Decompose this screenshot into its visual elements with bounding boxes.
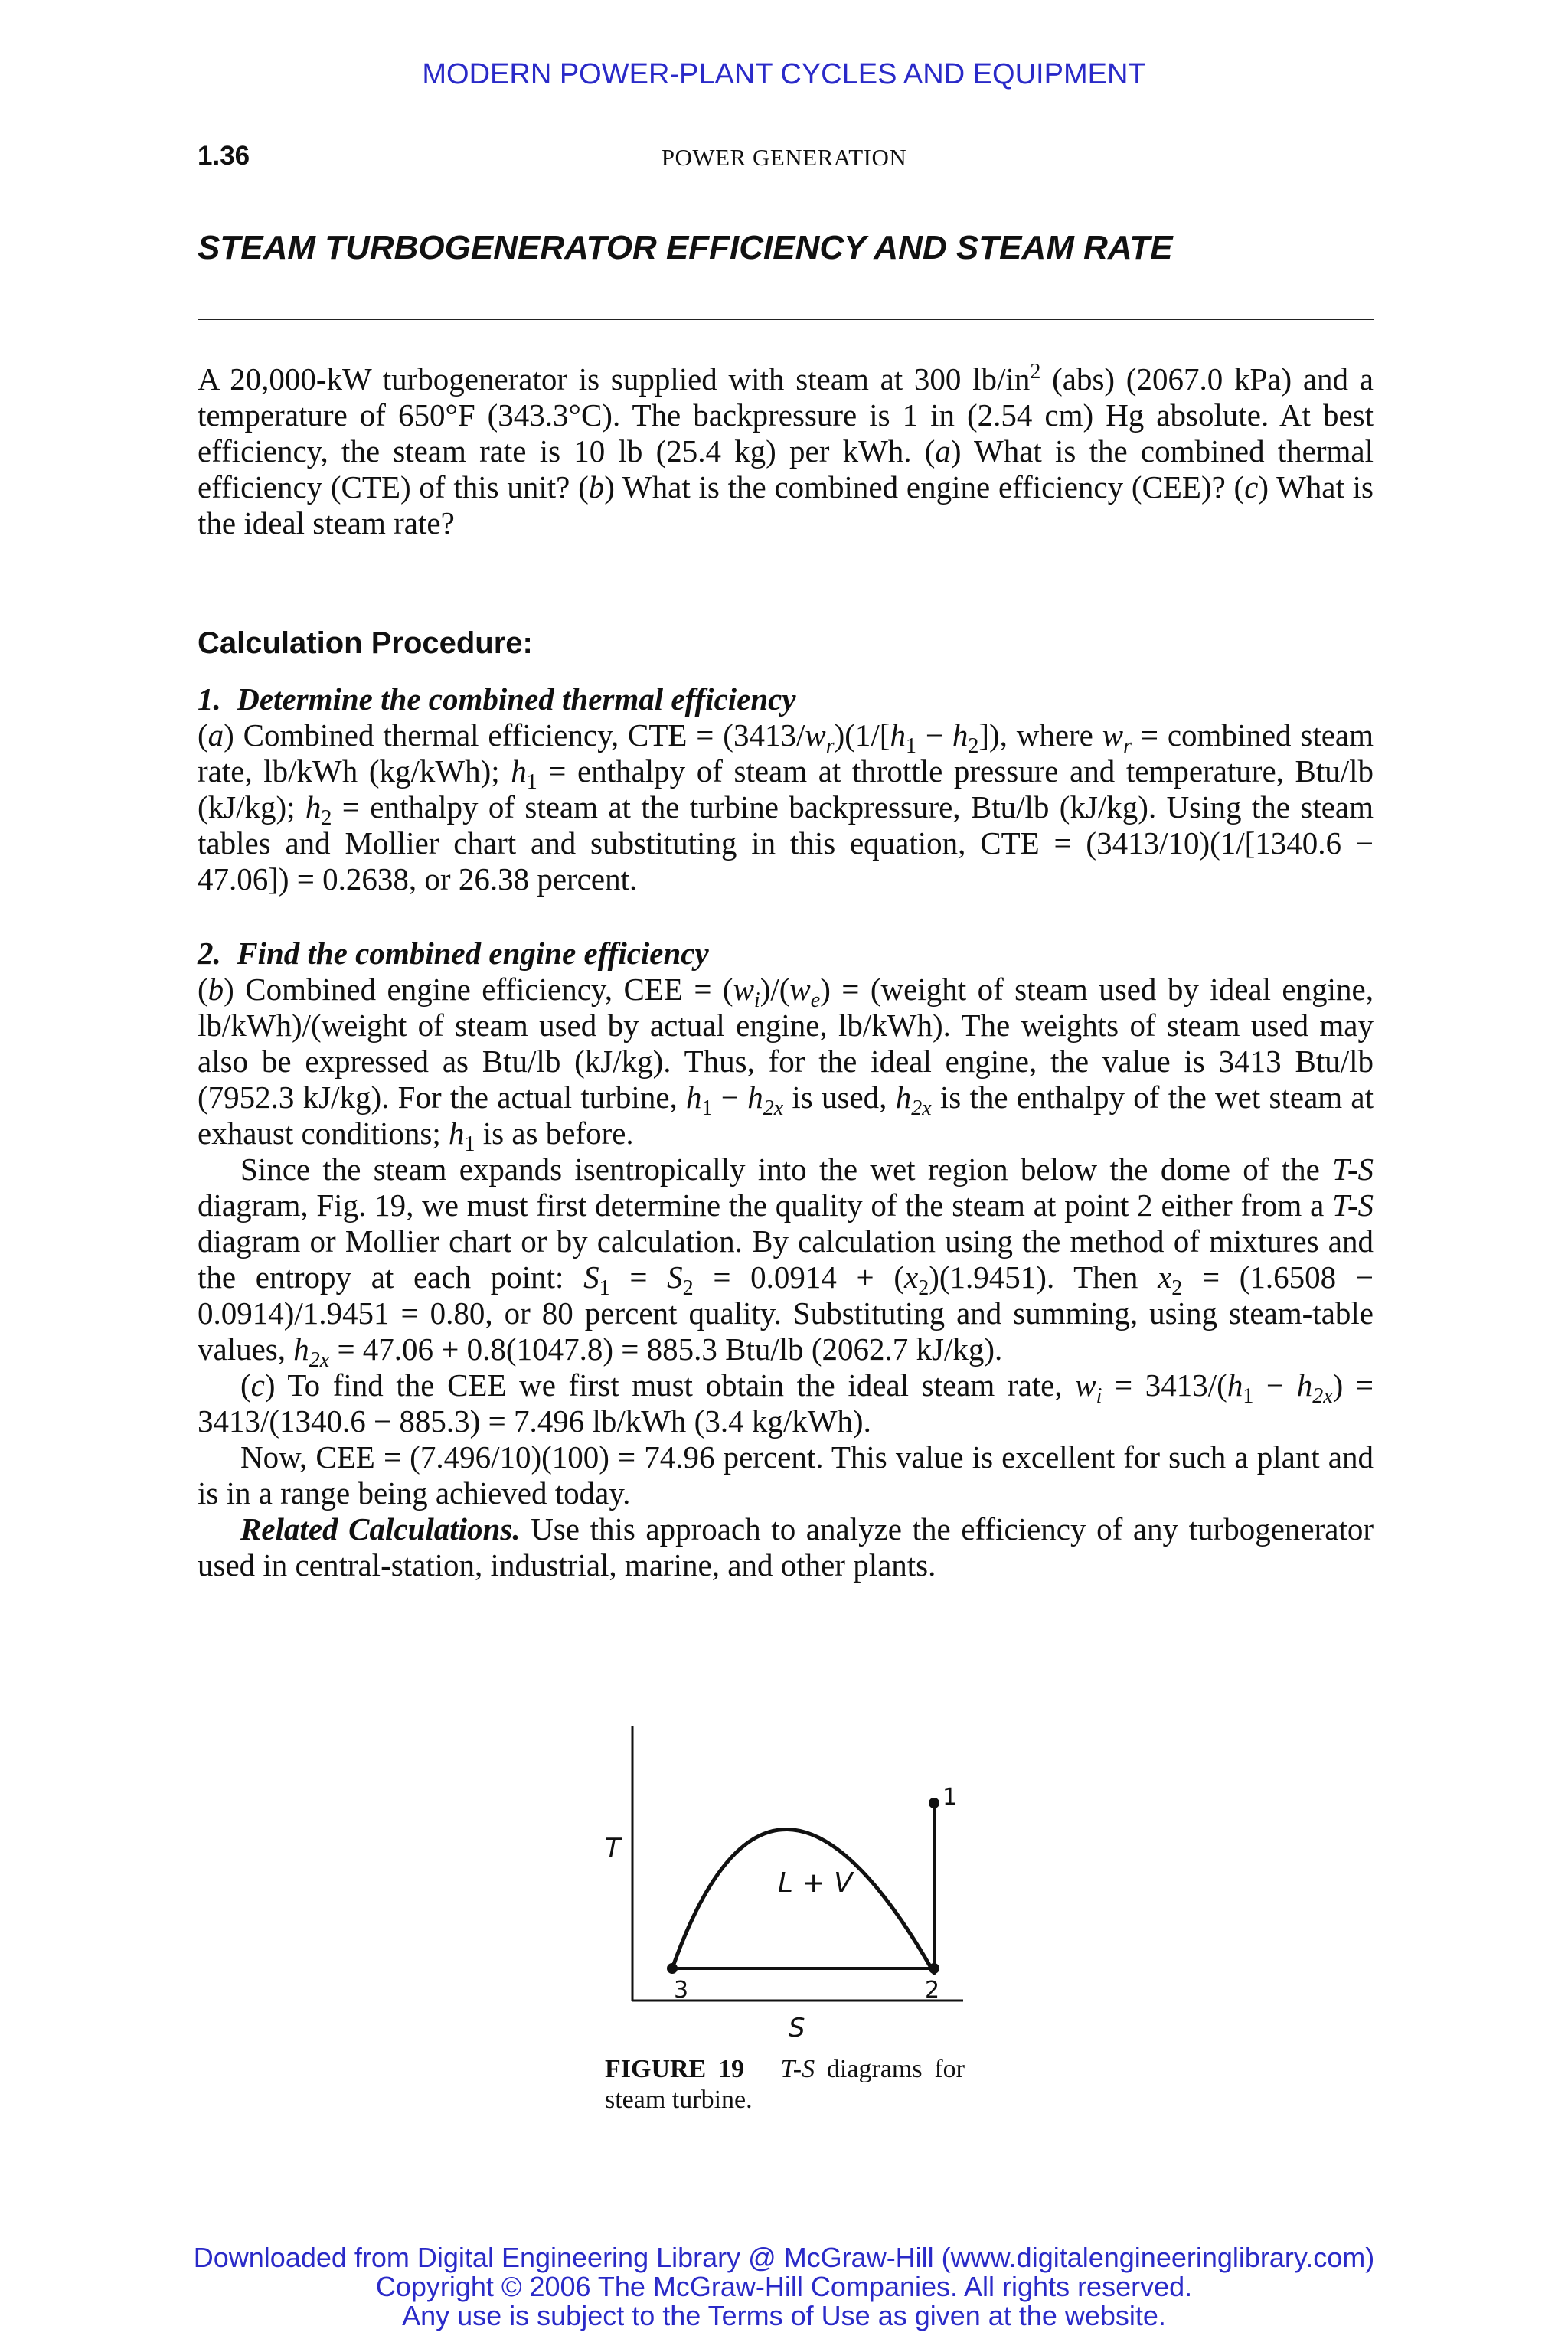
step-2-paragraph-2: Since the steam expands isentropically into the wet region below the dome of the T-S diagram, Fig. 19, we must first determine the quality of the steam at point 2 either from a T-S diagram or Mollier chart or by calculation. By calculation using the method of mixtures and the entropy at each point: $S_1 = S_2 = 0.0914 + (x_2)(1.9451)$. Then $x_2 = (1.6508 - 0.0914)/1.9451 = 0.80$, or 80 percent quality. Substituting and summing, using steam-table values, $h_{2x} = 47.06 + 0.8(1047.8) = 885.3$ Btu/lb (2062.7 kJ/kg). bbox=[198, 1152, 1374, 1372]
footer-terms-link[interactable]: Any use is subject to the Terms of Use as given at the website. bbox=[402, 2300, 1166, 2331]
step-2-paragraph-1: (b) Combined engine efficiency, CEE = $(w_i)/(w_e)$ = (weight of steam used by ideal engine, lb/kWh)/(weight of steam used by actual engine, lb/kWh). The weights of steam used may also be expressed as Btu/lb (kJ/kg). Thus, for the ideal engine, the value is 3413 Btu/lb (7952.3 kJ/kg). For the actual turbine, $h_1 - h_{2x}$ is used, $h_{2x}$ is the enthalpy of the wet steam at exhaust conditions; $h_1$ is as before. bbox=[198, 972, 1374, 1156]
running-head: POWER GENERATION bbox=[661, 144, 907, 171]
step-2-heading: 2. Find the combined engine efficiency bbox=[198, 936, 709, 971]
step-2 bbox=[198, 936, 1374, 1583]
footer-download-link[interactable]: Downloaded from Digital Engineering Library @ McGraw-Hill (www.digitalengineeringlibrary.com) bbox=[193, 2242, 1375, 2273]
procedure-heading: Calculation Procedure: bbox=[198, 626, 533, 660]
saturation-dome bbox=[672, 1829, 934, 1973]
step-1-heading: 1. Determine the combined thermal efficiency bbox=[198, 681, 796, 717]
axis-label-s: S bbox=[789, 2013, 805, 2040]
axis-label-t: T bbox=[605, 1833, 621, 1864]
ts-diagram-svg bbox=[582, 1719, 980, 2040]
point-label-2: 2 bbox=[925, 1977, 940, 2004]
ts-diagram bbox=[582, 1719, 980, 2040]
footer-copyright: Copyright © 2006 The McGraw-Hill Companies. All rights reserved. bbox=[375, 2271, 1193, 2302]
related-calculations: Related Calculations. Use this approach to analyze the efficiency of any turbogenerator used in central-station, industrial, marine, and other plants. bbox=[198, 1511, 1374, 1583]
title-rule bbox=[198, 318, 1374, 320]
point-label-1: 1 bbox=[942, 1784, 958, 1811]
figure-caption: FIGURE 19 T-S diagrams for steam turbine. bbox=[605, 2055, 965, 2114]
step-2-paragraph-4: Now, CEE = (7.496/10)(100) = 74.96 percent. This value is excellent for such a plant and is in a range being achieved today. bbox=[198, 1439, 1374, 1511]
book-title-banner[interactable]: MODERN POWER-PLANT CYCLES AND EQUIPMENT bbox=[422, 58, 1146, 90]
problem-statement: A 20,000-kW turbogenerator is supplied with steam at 300 $lb/in^2$ (abs) (2067.0 kPa) and a temperature of 650°F (343.3°C). The backpressure is 1 in (2.54 cm) Hg absolute. At best efficiency, the steam rate is 10 lb (25.4 kg) per kWh. (a) What is the combined thermal efficiency (CTE) of this unit? (b) What is the combined engine efficiency (CEE)? (c) What is the ideal steam rate? bbox=[198, 360, 1374, 541]
point-label-3: 3 bbox=[674, 1977, 689, 2004]
step-1 bbox=[198, 681, 1374, 897]
section-title: STEAM TURBOGENERATOR EFFICIENCY AND STEAM RATE bbox=[198, 229, 1173, 266]
state-point-3 bbox=[667, 1963, 678, 1974]
step-1-paragraph: (a) Combined thermal efficiency, CTE = $(3413/w_r)(1/[h_1 - h_2])$, where $w_r$ = combined steam rate, lb/kWh (kg/kWh); $h_1$ = enthalpy of steam at throttle pressure and temperature, Btu/lb (kJ/kg); $h_2$ = enthalpy of steam at the turbine backpressure, Btu/lb (kJ/kg). Using the steam tables and Mollier chart and substituting in this equation, CTE = (3413/10)(1/[1340.6 − 47.06]) = 0.2638, or 26.38 percent. bbox=[198, 717, 1374, 897]
state-point-2 bbox=[929, 1963, 939, 1974]
page-number: 1.36 bbox=[198, 141, 250, 171]
region-label: L + V bbox=[778, 1867, 853, 1899]
state-point-1 bbox=[929, 1798, 939, 1808]
footer bbox=[0, 2243, 1568, 2331]
step-2-paragraph-3: (c) To find the CEE we first must obtain the ideal steam rate, $w_i = 3413/(h_1 - h_{2x}) = 3413/(1340.6 - 885.3) = 7.496$ lb/kWh (3.4 kg/kWh). bbox=[198, 1367, 1374, 1439]
